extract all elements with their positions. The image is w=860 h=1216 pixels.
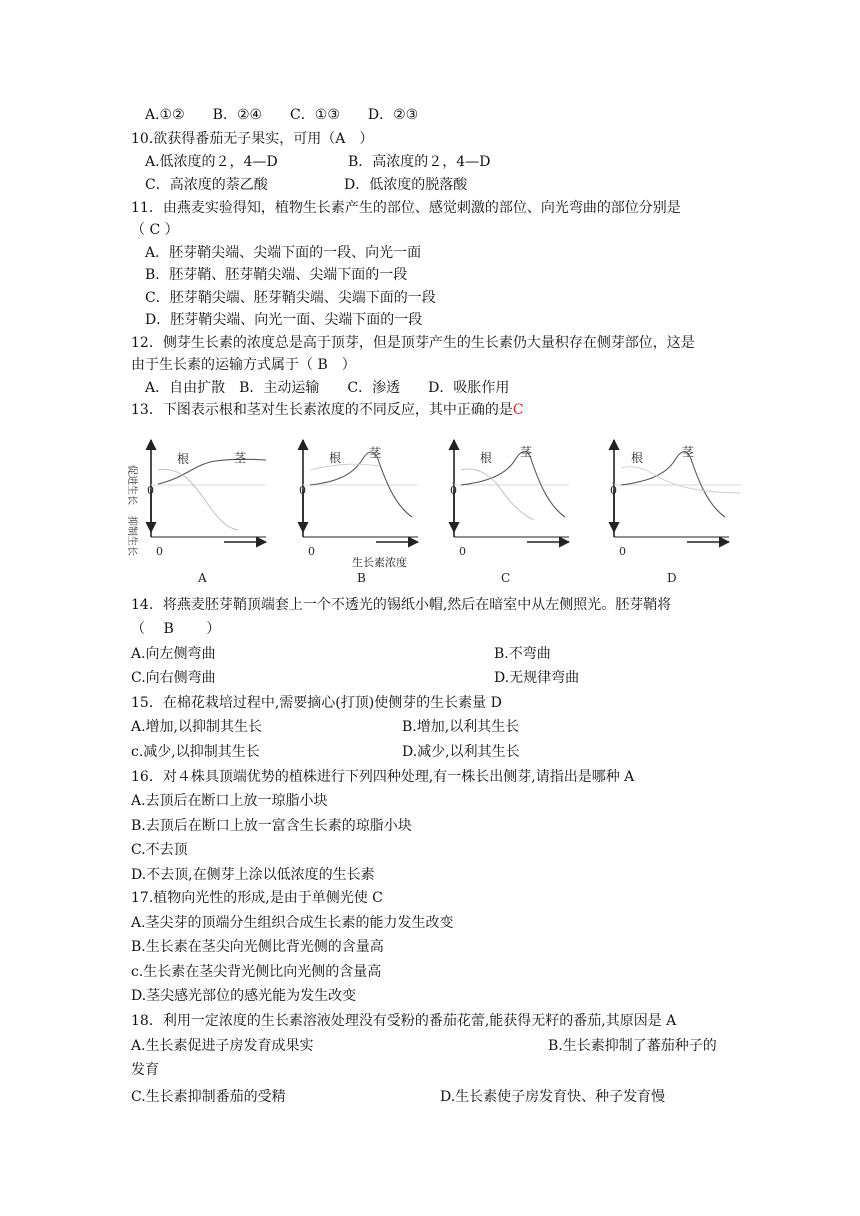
q17-option-d: D.茎尖感光部位的感光能为发生改变	[131, 988, 357, 1004]
q15-option-d: D.减少,以利其生长	[402, 744, 520, 760]
q11-option-c: C．胚芽鞘尖端、胚芽鞘尖端、尖端下面的一段	[145, 290, 436, 306]
y-label-inhibit: 抑制生长	[126, 516, 137, 556]
q16-stem: 16．对４株具顶端优势的植株进行下列四种处理,有一株长出侧芽,请指出是哪种 A	[131, 769, 635, 785]
panel-a-root-label: 根	[177, 452, 190, 466]
panel-c-letter: C	[501, 571, 511, 585]
panel-d-root-label: 根	[631, 451, 644, 465]
panel-c-root-curve	[461, 469, 534, 520]
panel-b	[299, 440, 418, 585]
q13-answer: C	[512, 402, 524, 418]
q18-option-b-line1: B.生长素抑制了蕃茄种子的	[548, 1038, 717, 1054]
x-axis-label: 生长素浓度	[352, 556, 407, 569]
q9-options: A.①② B．②④ C．①③ D．②③	[145, 107, 419, 123]
panel-d	[610, 440, 742, 585]
q11-option-b: B．胚芽鞘、胚芽鞘尖端、尖端下面的一段	[145, 267, 408, 283]
panel-c-stem-label: 茎	[520, 445, 533, 459]
q15-stem: 15．在棉花栽培过程中,需要摘心(打顶)使侧芽的生长素量 D	[131, 695, 502, 711]
q16-option-d: D.不去顶,在侧芽上涂以低浓度的生长素	[131, 867, 375, 883]
panel-c-stem-curve	[461, 452, 565, 517]
q15-option-c: c.减少,以抑制其生长	[131, 744, 260, 760]
q11-option-a: A．胚芽鞘尖端、尖端下面的一段、向光一面	[145, 245, 422, 261]
q14-stem-line2: （ B ）	[131, 621, 221, 637]
q15-option-a: A.增加,以抑制其生长	[131, 719, 263, 735]
panel-a-origin-lower: 0	[156, 545, 163, 558]
panel-d-letter: D	[667, 571, 677, 585]
panel-c-origin-upper: 0	[450, 484, 457, 497]
panel-c-root-label: 根	[480, 451, 493, 465]
panel-a-stem-curve	[158, 459, 266, 484]
panel-b-root-curve	[310, 464, 380, 470]
q11-stem-line1: 11．由燕麦实验得知，植物生长素产生的部位、感觉刺激的部位、向光弯曲的部位分别是	[131, 200, 681, 216]
q14-stem-line1: 14．将燕麦胚芽鞘顶端套上一个不透光的锡纸小帽,然后在暗室中从左侧照光。胚芽鞘将	[131, 597, 672, 613]
panel-b-root-label: 根	[329, 451, 342, 465]
q10-option-a: A.低浓度的２，4—D	[145, 154, 278, 170]
panel-a-origin-upper: 0	[147, 484, 154, 497]
panel-b-letter: B	[357, 571, 366, 585]
panel-a-letter: A	[198, 571, 207, 585]
q16-option-a: A.去顶后在断口上放一琼脂小块	[131, 793, 328, 809]
q15-option-b: B.增加,以利其生长	[402, 719, 520, 735]
panel-b-origin-upper: 0	[299, 484, 306, 497]
q18-option-a: A.生长素促进子房发育成果实	[131, 1038, 314, 1054]
q18-option-b-line2: 发育	[131, 1062, 159, 1078]
panel-d-origin-lower: 0	[619, 545, 626, 558]
q14-option-a: A.向左侧弯曲	[131, 646, 216, 662]
q17-option-c: c.生长素在茎尖背光侧比向光侧的含量高	[131, 964, 382, 980]
q16-option-c: C.不去顶	[131, 842, 188, 858]
panel-d-stem-label: 茎	[682, 445, 695, 459]
q10-option-d: D．低浓度的脱落酸	[344, 177, 468, 193]
panel-d-origin-upper: 0	[610, 484, 617, 497]
q10-option-b: B．高浓度的２，4—D	[348, 154, 491, 170]
panel-b-stem-label: 茎	[369, 446, 382, 460]
q11-option-d: D．胚芽鞘尖端、向光一面、尖端下面的一段	[145, 312, 423, 328]
q16-option-b: B.去顶后在断口上放一富含生长素的琼脂小块	[131, 818, 412, 834]
panel-a	[147, 440, 266, 585]
panel-c	[450, 440, 569, 585]
panel-a-root-curve	[158, 469, 238, 530]
q14-option-d: D.无规律弯曲	[494, 670, 580, 686]
q13-figure	[0, 0, 860, 600]
panel-c-origin-lower: 0	[459, 545, 466, 558]
q12-options: A．自由扩散 B．主动运输 C．渗透 D．吸胀作用	[145, 380, 510, 396]
q13-stem-text: 13．下图表示根和茎对生长素浓度的不同反应，其中正确的是	[131, 402, 513, 418]
q10-stem: 10.欲获得番茄无子果实，可用（A ）	[131, 131, 374, 147]
q14-option-c: C.向右侧弯曲	[131, 670, 216, 686]
panel-a-stem-label: 茎	[234, 451, 247, 465]
q18-option-c: C.生长素抑制番茄的受精	[131, 1089, 286, 1105]
panel-b-origin-lower: 0	[308, 545, 315, 558]
panel-d-root-curve	[621, 467, 740, 493]
q12-stem-line1: 12．侧芽生长素的浓度总是高于顶芽，但是顶芽产生的生长素仍大量积存在侧芽部位，这是	[131, 335, 695, 351]
q12-stem-line2: 由于生长素的运输方式属于（ B ）	[131, 357, 356, 373]
q18-stem: 18．利用一定浓度的生长素溶液处理没有受粉的番茄花蕾,能获得无籽的番茄,其原因是 A	[131, 1013, 677, 1029]
y-label-promote: 促进生长	[126, 465, 137, 505]
q11-stem-line2: （ C ）	[131, 222, 179, 238]
q18-option-d: D.生长素使子房发育快、种子发育慢	[440, 1089, 666, 1105]
q17-option-b: B.生长素在茎尖向光侧比背光侧的含量高	[131, 939, 384, 955]
q10-option-c: C．高浓度的萘乙酸	[145, 177, 268, 193]
q14-option-b: B.不弯曲	[494, 646, 551, 662]
q17-option-a: A.茎尖芽的顶端分生组织合成生长素的能力发生改变	[131, 915, 454, 931]
q17-stem: 17.植物向光性的形成,是由于单侧光使 C	[131, 890, 383, 906]
